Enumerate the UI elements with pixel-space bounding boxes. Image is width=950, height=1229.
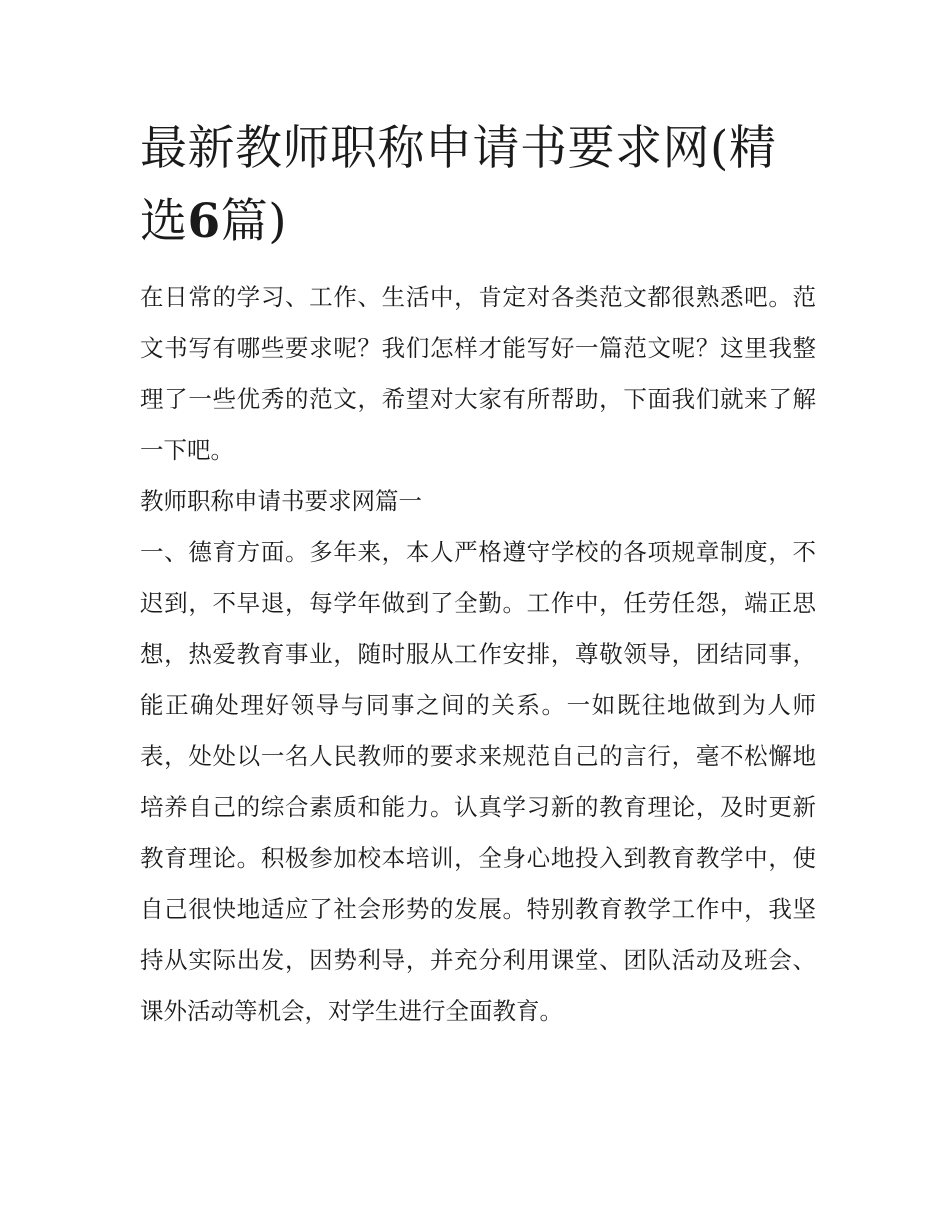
document-page <box>140 112 816 1037</box>
section-heading: 教师职称申请书要求网篇一 <box>140 487 422 515</box>
document-title <box>140 112 816 258</box>
title-text-part2: 篇) <box>220 194 288 249</box>
title-text-part1: 最新教师职称申请书要求网(精选 <box>140 121 777 249</box>
intro-paragraph: 在日常的学习、工作、生活中，肯定对各类范文都很熟悉吧。范文书写有哪些要求呢？我们怎样才能写好一篇范文呢？这里我整理了一些优秀的范文，希望对大家有所帮助，下面我们就来了解一下吧。 <box>140 283 816 464</box>
section-body-paragraph: 一、德育方面。多年来，本人严格遵守学校的各项规章制度，不迟到，不早退，每学年做到了全勤。工作中，任劳任怨，端正思想，热爱教育事业，随时服从工作安排，尊敬领导，团结同事，能正确处理好领导与同事之间的关系。一如既往地做到为人师表，处处以一名人民教师的要求来规范自己的言行，毫不松懈地培养自己的综合素质和能力。认真学习新的教育理论，及时更新教育理论。积极参加校本培训，全身心地投入到教育教学中，使自己很快地适应了社会形势的发展。特别教育教学工作中，我坚持从实际出发，因势利导，并充分利用课堂、团队活动及班会、课外活动等机会，对学生进行全面教育。 <box>140 538 816 1025</box>
title-number: 6 <box>187 194 221 249</box>
